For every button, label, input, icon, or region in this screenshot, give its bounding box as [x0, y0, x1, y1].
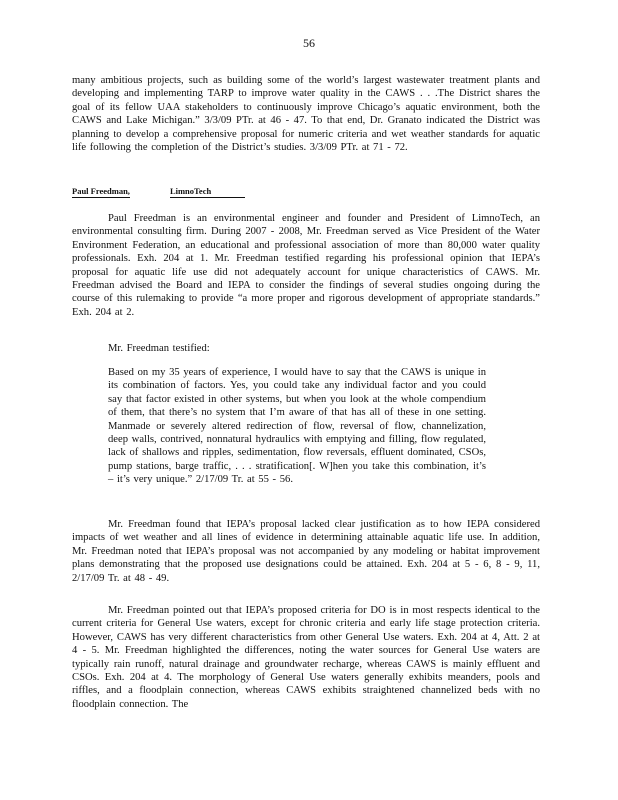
body-paragraph: Mr. Freedman found that IEPA’s proposal lacked clear justification as to how IEPA considered impacts of wet weather and all lines of evidence in determining attainable aquatic life use. In addition, Mr. Freedman noted that IEPA’s proposal was not accompanied by any modeling or habitat improvement plans demonstrating that the proposed use designations could be attained. Exh. 204 at 5 - 6, 8 - 9, 11, 2/17/09 Tr. at 48 - 49.	[72, 519, 540, 584]
section-heading-org: LimnoTech	[170, 186, 245, 198]
body-paragraph: Mr. Freedman testified:	[108, 343, 210, 354]
freedman-intro-block	[72, 212, 540, 319]
page-number: 56	[303, 36, 315, 50]
block-quote	[108, 366, 486, 487]
do-criteria-block	[72, 604, 540, 711]
body-paragraph: Paul Freedman is an environmental engineer and founder and President of LimnoTech, an environmental consulting firm. During 2007 - 2008, Mr. Freedman served as Vice President of the Water Environment Federation, an educational and professional association of more than 80,000 water quality professionals. Exh. 204 at 1. Mr. Freedman testified regarding his professional opinion that IEPA’s proposal for aquatic life use did not adequately account for unique characteristics of CAWS. Mr. Freedman advised the Board and IEPA to consider the findings of several studies ongoing during the course of this rulemaking to provide “a more proper and rigorous development of appropriate standards.” Exh. 204 at 2.	[72, 213, 540, 318]
intro-paragraph: many ambitious projects, such as building some of the world’s largest wastewater treatment plants and developing and implementing TARP to improve water quality in the CAWS . . .The District shares the goal of its fellow UAA stakeholders to continuously improve Chicago’s aquatic environment, both the CAWS and Lake Michigan.” 3/3/09 PTr. at 46 - 47. To that end, Dr. Granato indicated the District was planning to develop a comprehensive proposal for numeric criteria and wet weather standards for aquatic life following the completion of the District’s studies. 3/3/09 PTr. at 71 - 72.	[72, 75, 540, 154]
body-paragraph: Mr. Freedman pointed out that IEPA’s proposed criteria for DO is in most respects identical to the current criteria for General Use waters, except for chronic criteria and early life stage protection criteria. However, CAWS has very different characteristics from other General Use waters. Exh. 204 at 4, Att. 2 at 4 - 5. Mr. Freedman highlighted the differences, noting the water sources for General Use waters are typically rain runoff, natural drainage and groundwater recharge, whereas CAWS is mainly effluent and CSOs. Exh. 204 at 4. The morphology of General Use waters generally exhibits meanders, pools and riffles, and a floodplain connection, whereas CAWS exhibits straightened channelized beds with no floodplain connection. The	[72, 605, 540, 710]
intro-paragraph-block	[72, 74, 540, 154]
findings-block	[72, 518, 540, 585]
section-heading	[72, 186, 245, 197]
testified-lead-block	[72, 342, 540, 355]
block-quote-text: Based on my 35 years of experience, I would have to say that the CAWS is unique in its combination of factors. Yes, you could take any individual factor and you could say that factor existed in other systems, but when you look at the whole compendium of them, that there’s no system that I’m aware of that has all of these in one setting. Manmade or severely altered redirection of flow, reversal of flow, channelization, deep walls, contrived, nonnatural hydraulics with emptying and filling, flow regulated, lack of shallows and ripples, sedimentation, flow reversals, effluent dominated, CSOs, pump stations, barge traffic, . . . stratification[. W]hen you take this combination, it’s – it’s very unique.” 2/17/09 Tr. at 55 - 56.	[108, 367, 486, 486]
section-heading-name: Paul Freedman,	[72, 186, 130, 196]
